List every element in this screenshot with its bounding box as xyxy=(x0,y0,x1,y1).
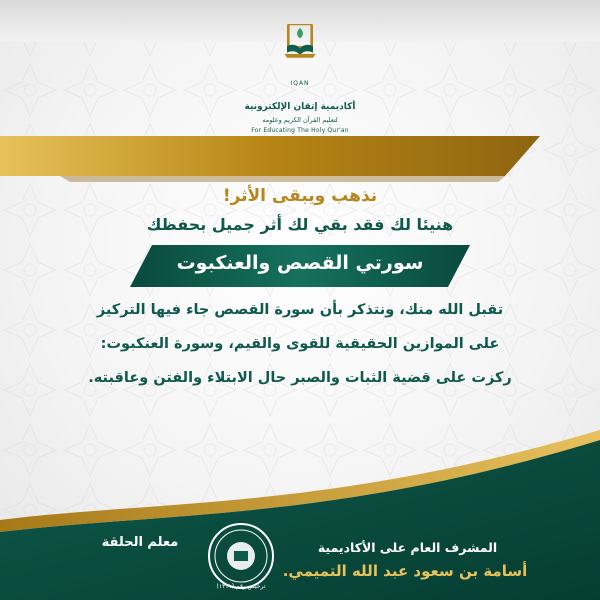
headline: نذهب ويبقى الأثر! xyxy=(222,186,378,206)
body-line: تقبل الله منك، ونتذكر بأن سورة القصص جاء فيها التركيز xyxy=(96,302,504,318)
subhead: هنيئا لك فقد بقي لك أثر جميل بحفظك xyxy=(146,215,454,234)
academy-seal-icon xyxy=(205,520,277,592)
academy-logo xyxy=(225,24,375,134)
body-line: ركزت على قضية الثبات والصبر حال الابتلاء والفتن وعاقبته. xyxy=(88,370,512,386)
seal-license: ترخيص رقم (١٣١١) xyxy=(216,583,266,590)
logo-title: أكاديمية إتقان الإلكترونية xyxy=(244,102,356,112)
logo-brand-tag: IQAN xyxy=(290,80,310,87)
supervisor-title: المشرف العام على الأكاديمية xyxy=(317,540,498,555)
logo-subtitle: لتعليم القرآن الكريم وعلومه xyxy=(262,116,338,124)
logo-mark-icon xyxy=(274,24,326,76)
supervisor-name: أسامة بن سعود عبد الله التميمي. xyxy=(282,562,528,580)
surah-title-banner xyxy=(130,245,470,287)
surah-title: سورتي القصص والعنكبوت xyxy=(176,252,424,274)
logo-tagline: For Educating The Holy Qur'an xyxy=(251,127,349,134)
body-line: على الموازين الحقيقية للقوى والقيم، وسورة العنكبوت: xyxy=(100,336,500,352)
body-text xyxy=(60,293,540,395)
teacher-label: معلم الحلقة xyxy=(101,535,179,550)
